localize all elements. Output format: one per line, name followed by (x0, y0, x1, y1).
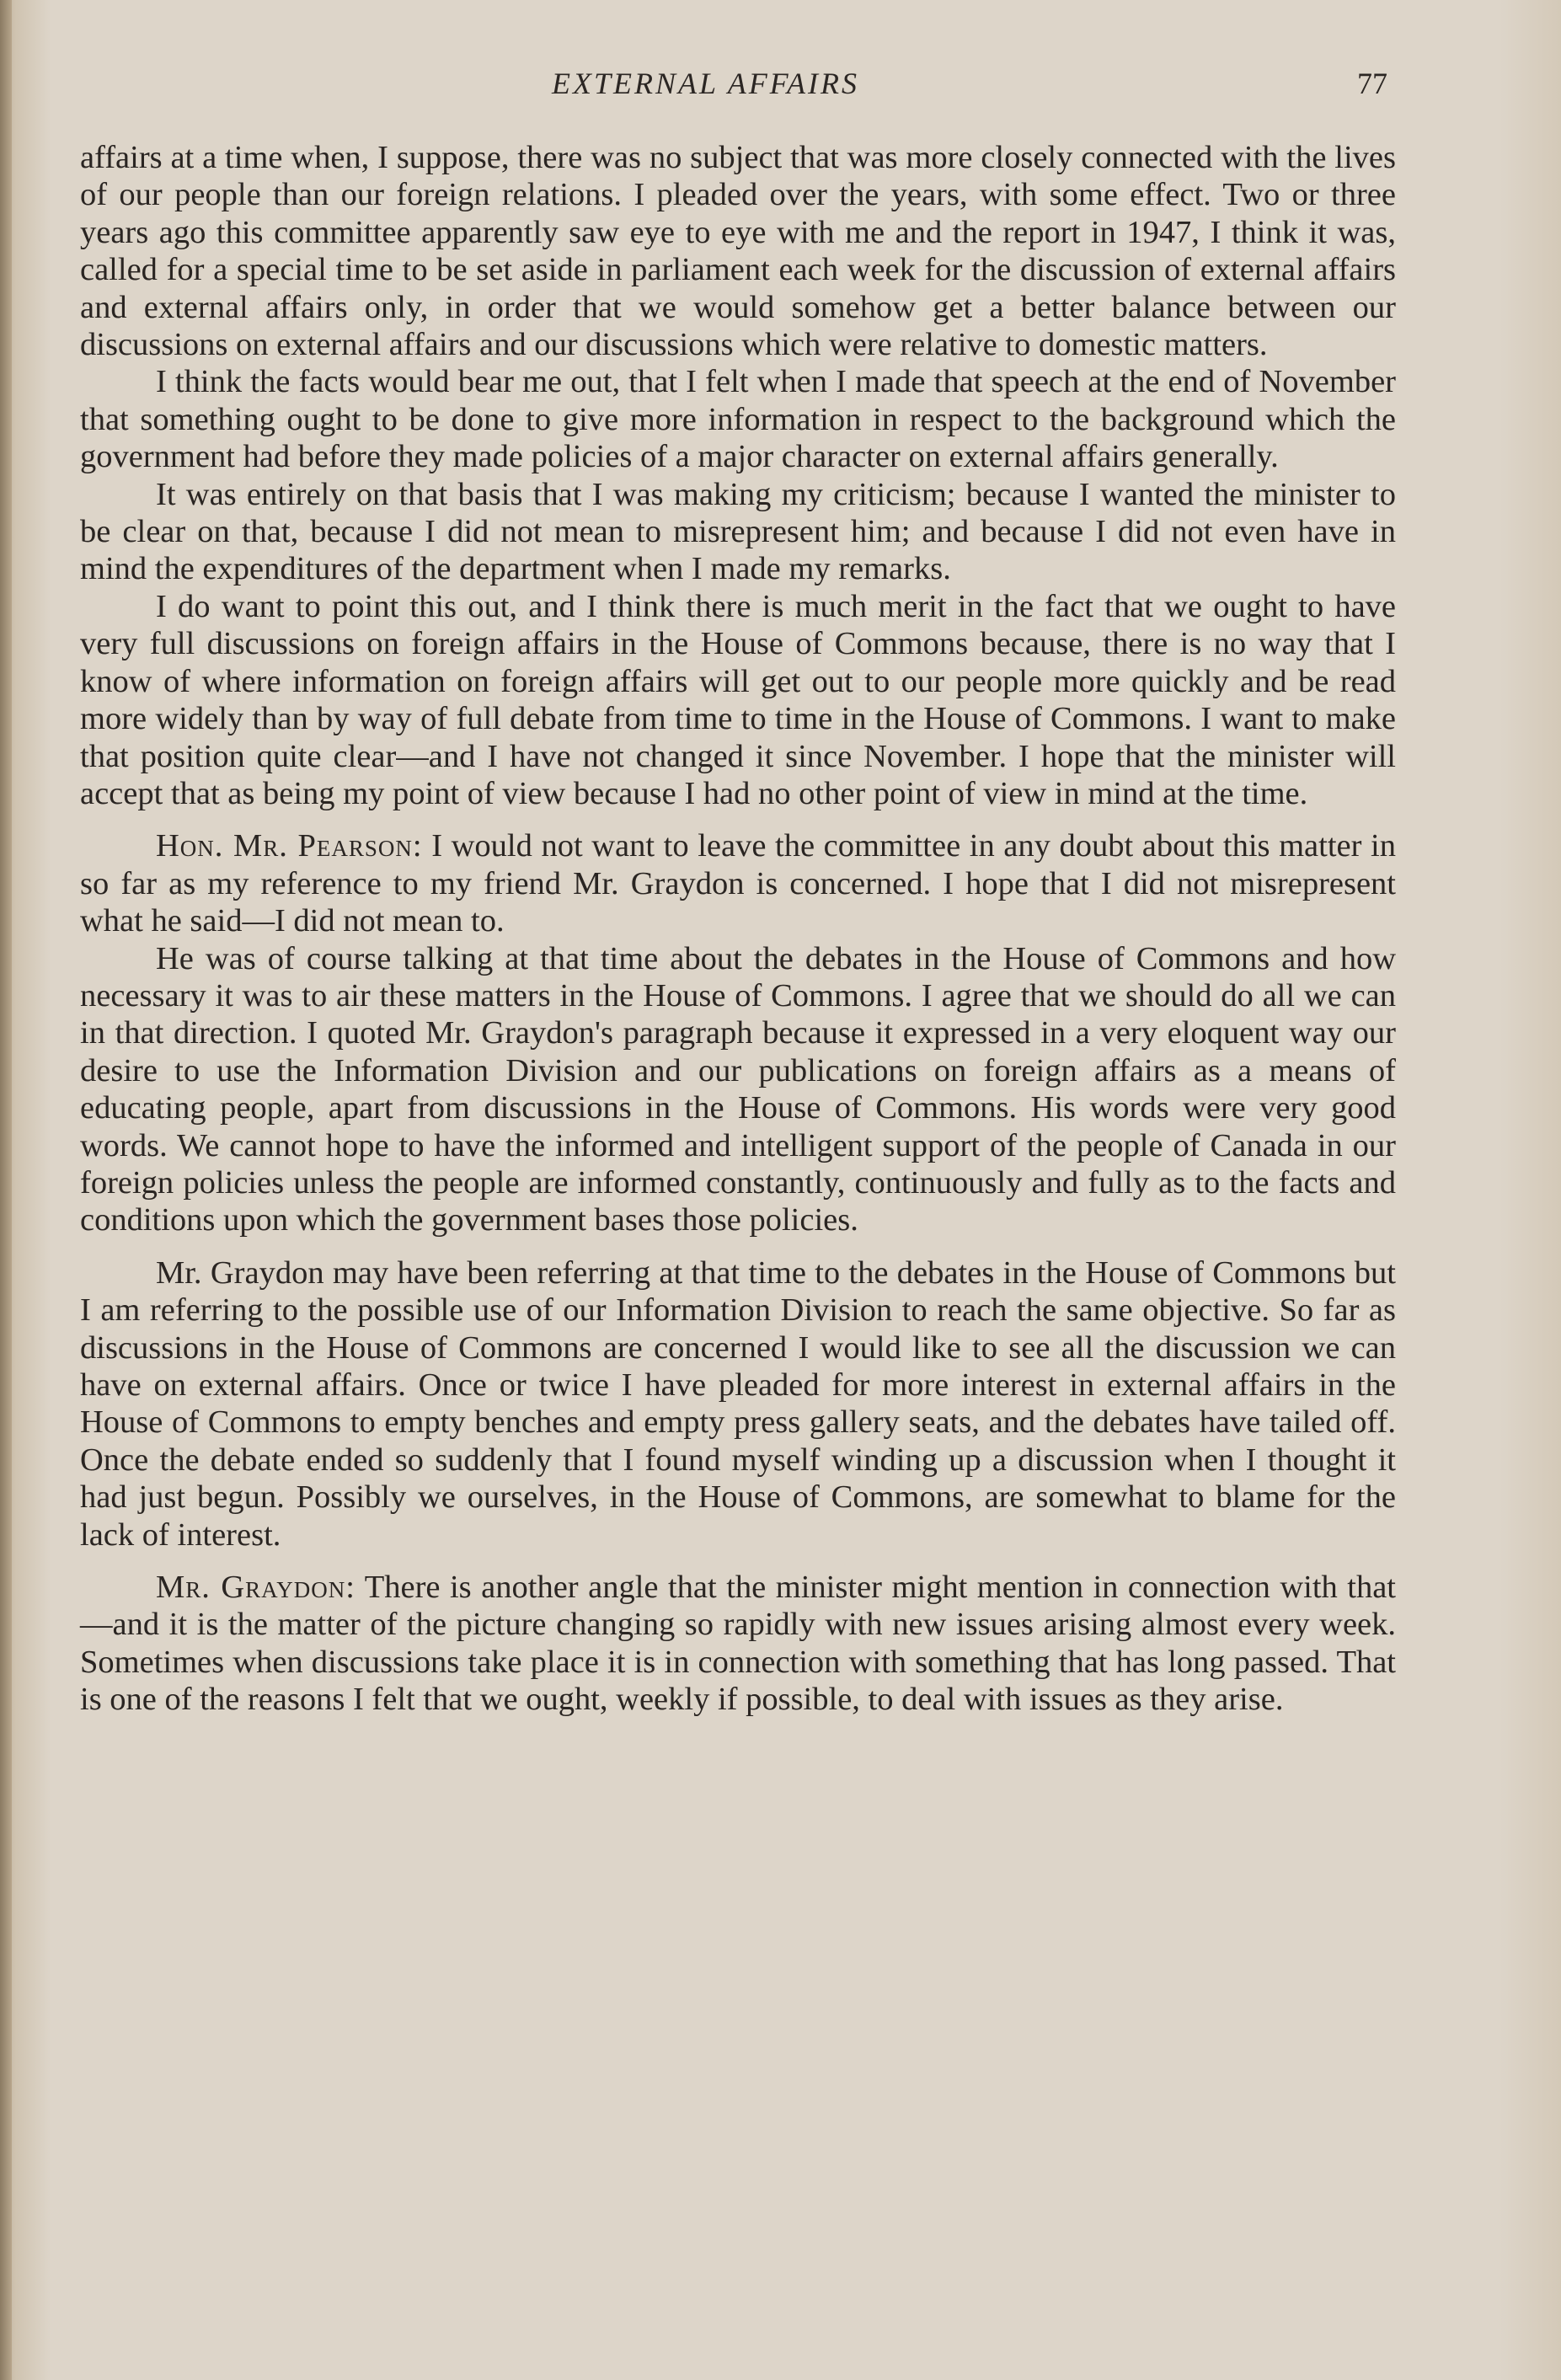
paragraph (80, 940, 1396, 1239)
page-header (80, 66, 1394, 113)
paragraph-text: Mr. Graydon may have been referring at that time to the debates in the House of Commons but I am referring to the possible use of our Information Division to reach the same objective. So far as discussions in the House of Commons are concerned I would like to see all the discussion we can have on external affairs. Once or twice I have pleaded for more interest in external affairs in the House of Commons to empty benches and empty press gallery seats, and the debates have tailed off. Once the debate ended so suddenly that I found myself winding up a discussion when I thought it had just begun. Possibly we ourselves, in the House of Commons, are somewhat to blame for the lack of interest. (80, 1254, 1396, 1553)
paragraph-text: He was of course talking at that time about the debates in the House of Commons and how necessary it was to air these matters in the House of Commons. I agree that we should do all we can in that direction. I quoted Mr. Graydon's paragraph because it expressed in a very eloquent way our desire to use the Information Division and our publications on foreign affairs as a means of educating people, apart from discussions in the House of Commons. His words were very good words. We cannot hope to have the informed and intelligent support of the people of Canada in our foreign policies unless the people are informed constantly, continuously and fully as to the facts and conditions upon which the government bases those policies. (80, 940, 1396, 1238)
page-number: 77 (1357, 67, 1387, 100)
book-spine-shadow (0, 0, 12, 2380)
speech-paragraph (80, 827, 1396, 939)
speaker-name: Mr. Graydon: (156, 1570, 356, 1606)
body-text (80, 139, 1396, 1719)
running-title: EXTERNAL AFFAIRS (552, 67, 860, 100)
paragraph-text: It was entirely on that basis that I was making my criticism; because I wanted the minister to be clear on that, because I did not mean to misrepresent him; and because I did not even have in mind the expenditures of the department when I made my remarks. (80, 476, 1396, 587)
paragraph-text: There is another angle that the minister might mention in connection with that—and it is the matter of the picture changing so rapidly with new issues arising almost every week. Sometimes when discussions take place it is in connection with something that has long passed. That is one of the reasons I felt that we ought, weekly if possible, to deal with issues as they arise. (80, 1570, 1396, 1718)
paragraph (80, 139, 1396, 363)
paragraph (80, 588, 1396, 812)
paragraph-text: I would not want to leave the committee in any doubt about this matter in so far as my reference to my friend Mr. Graydon is concerned. I hope that I did not misrepresent what he said—I did not mean to. (80, 828, 1396, 939)
paragraph-text: I think the facts would bear me out, that I felt when I made that speech at the end of November that something ought to be done to give more information in respect to the background which the government had before they made policies of a major character on external affairs generally. (80, 364, 1396, 475)
paragraph (80, 363, 1396, 475)
paragraph-text: affairs at a time when, I suppose, there was no subject that was more closely connected with the lives of our people than our foreign relations. I pleaded over the years, with some effect. Two or three years ago this committee apparently saw eye to eye with me and the report in 1947, I think it was, called for a special time to be set aside in parliament each week for the discussion of external affairs and external affairs only, in order that we would somehow get a better balance between our discussions on external affairs and our discussions which were relative to domestic matters. (80, 140, 1396, 363)
paragraph-text: I do want to point this out, and I think there is much merit in the fact that we ought to have very full discussions on foreign affairs in the House of Commons because, there is no way that I know of where information on foreign affairs will get out to our people more quickly and be read more widely than by way of full debate from time to time in the House of Commons. I want to make that position quite clear—and I have not changed it since November. I hope that the minister will accept that as being my point of view because I had no other point of view in mind at the time. (80, 588, 1396, 811)
speaker-name: Hon. Mr. Pearson: (156, 828, 423, 864)
paragraph (80, 1254, 1396, 1554)
speech-paragraph (80, 1569, 1396, 1719)
paragraph (80, 476, 1396, 588)
